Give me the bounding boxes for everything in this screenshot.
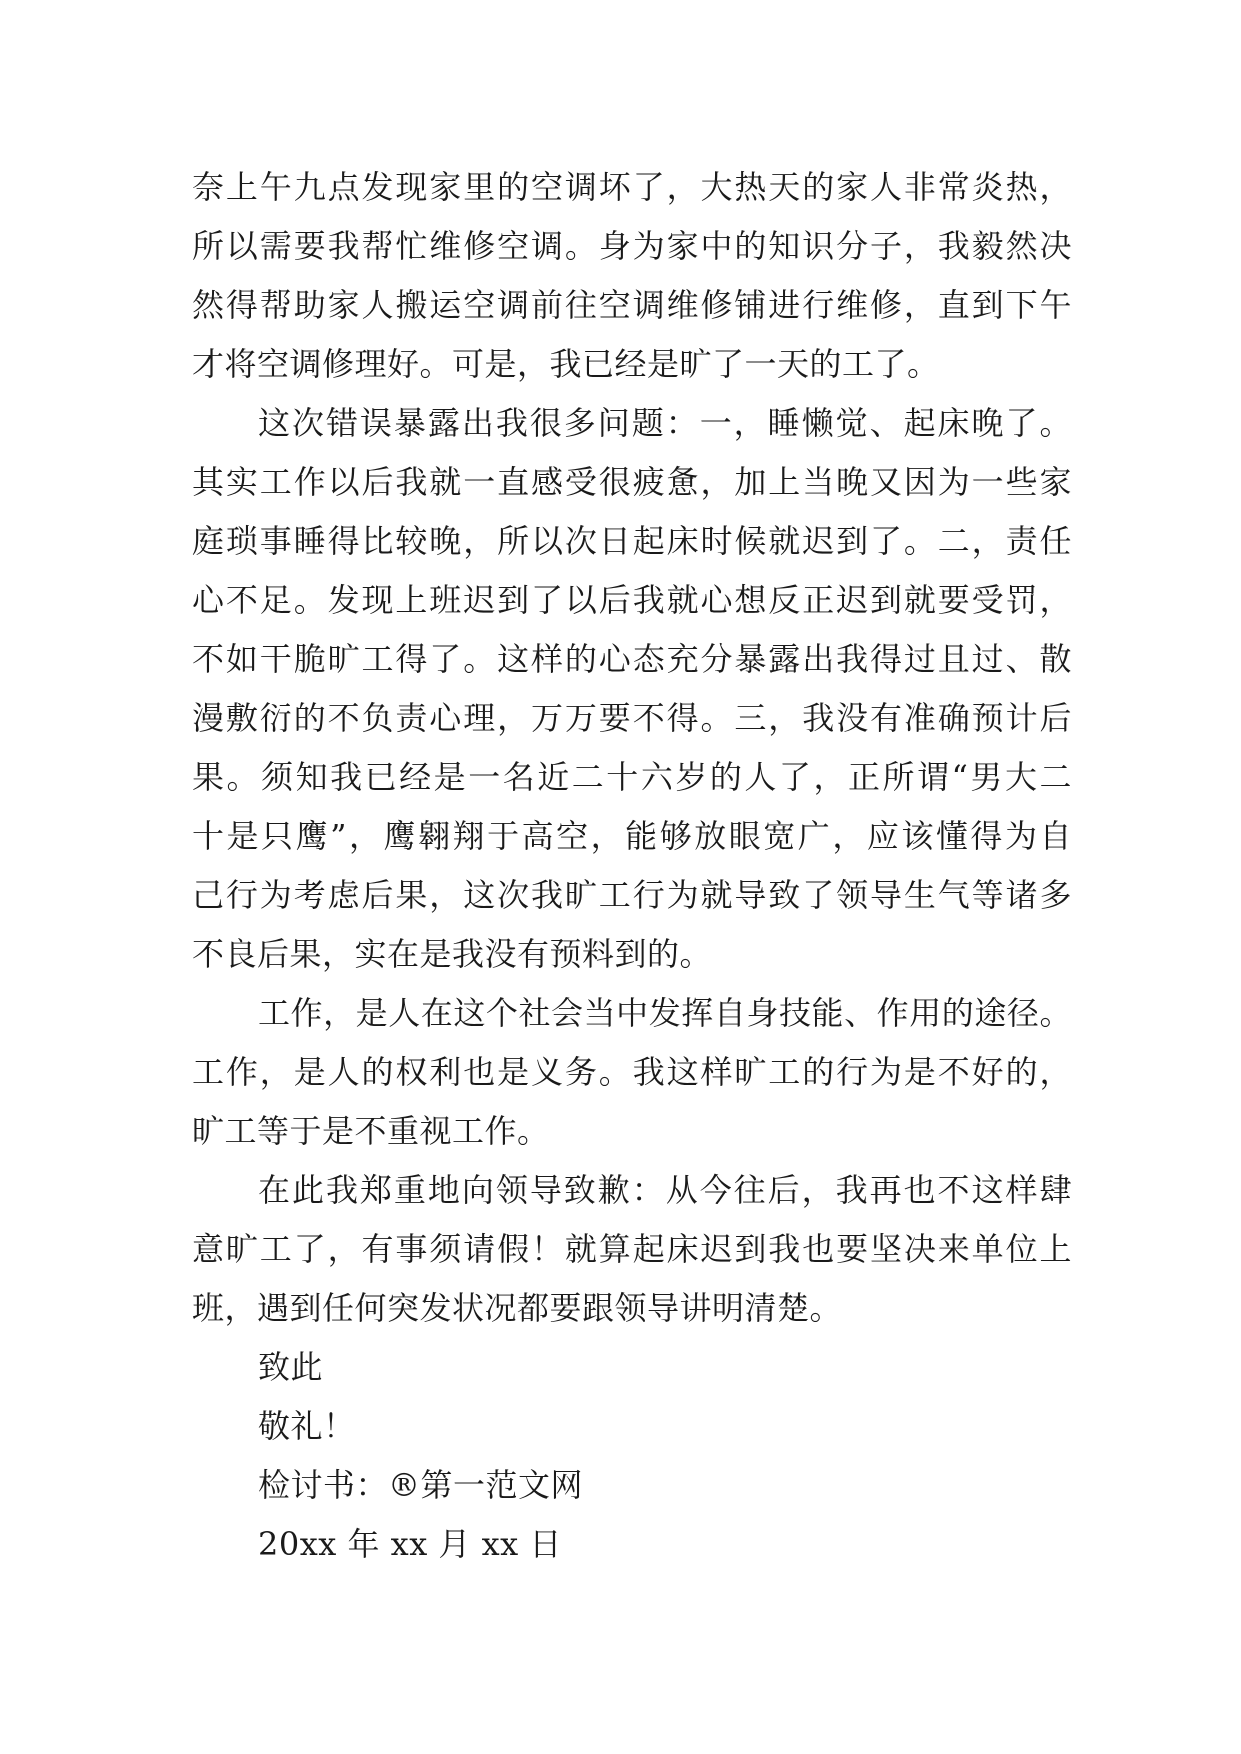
text-line: [192, 512, 1072, 571]
text-line-content: 不如干脆旷工得了。这样的心态充分暴露出我得过且过、散: [192, 640, 1072, 678]
text-line: [192, 1515, 1072, 1574]
text-line: [192, 453, 1072, 512]
text-line: [192, 1043, 1072, 1102]
text-line-content: 心不足。发现上班迟到了以后我就心想反正迟到就要受罚，: [192, 581, 1072, 619]
text-line-content: 所以需要我帮忙维修空调。身为家中的知识分子，我毅然决: [192, 227, 1072, 265]
text-line-content: 奈上午九点发现家里的空调坏了，大热天的家人非常炎热，: [192, 168, 1072, 206]
text-line: [192, 394, 1072, 453]
text-line: [192, 925, 1072, 984]
text-line-content: 己行为考虑后果，这次我旷工行为就导致了领导生气等诸多: [192, 876, 1072, 914]
text-line-content: 才将空调修理好。可是，我已经是旷了一天的工了。: [192, 345, 940, 383]
text-line-content: 不良后果，实在是我没有预料到的。: [192, 935, 713, 973]
text-line-content: 意旷工了，有事须请假！就算起床迟到我也要坚决来单位上: [192, 1230, 1072, 1268]
text-line-content: 这次错误暴露出我很多问题：一，睡懒觉、起床晚了。: [258, 404, 1072, 442]
text-line: [192, 217, 1072, 276]
text-line: [192, 1279, 1072, 1338]
document-body: [192, 158, 1072, 1574]
text-line-content: 然得帮助家人搬运空调前往空调维修铺进行维修，直到下午: [192, 286, 1072, 324]
text-line: [192, 1102, 1072, 1161]
text-line: [192, 1161, 1072, 1220]
text-line-content: 旷工等于是不重视工作。: [192, 1112, 550, 1150]
text-line: [192, 158, 1072, 217]
text-line: [192, 1397, 1072, 1456]
text-line-content: 班，遇到任何突发状况都要跟领导讲明清楚。: [192, 1289, 843, 1327]
text-line: [192, 984, 1072, 1043]
text-line: [192, 335, 1072, 394]
text-line-content: 工作，是人的权利也是义务。我这样旷工的行为是不好的，: [192, 1053, 1072, 1091]
text-line: [192, 689, 1072, 748]
text-line-content: 20xx 年 xx 月 xx 日: [258, 1525, 562, 1563]
text-line-content: 敬礼！: [258, 1407, 356, 1445]
text-line-content: 其实工作以后我就一直感受很疲惫，加上当晚又因为一些家: [192, 463, 1072, 501]
text-line-content: 果。须知我已经是一名近二十六岁的人了，正所谓“男大二: [192, 758, 1072, 796]
text-line: [192, 571, 1072, 630]
text-line: [192, 1220, 1072, 1279]
text-line-content: 检讨书：®第一范文网: [258, 1466, 584, 1504]
text-line-content: 在此我郑重地向领导致歉：从今往后，我再也不这样肆: [258, 1171, 1072, 1209]
text-line: [192, 748, 1072, 807]
text-line: [192, 807, 1072, 866]
text-line-content: 工作，是人在这个社会当中发挥自身技能、作用的途径。: [258, 994, 1072, 1032]
text-line: [192, 1338, 1072, 1397]
text-line-content: 十是只鹰”，鹰翱翔于高空，能够放眼宽广，应该懂得为自: [192, 817, 1072, 855]
text-line: [192, 276, 1072, 335]
text-line-content: 庭琐事睡得比较晚，所以次日起床时候就迟到了。二，责任: [192, 522, 1072, 560]
text-line-content: 致此: [258, 1348, 324, 1386]
text-line: [192, 1456, 1072, 1515]
text-line-content: 漫敷衍的不负责心理，万万要不得。三，我没有准确预计后: [192, 699, 1072, 737]
text-line: [192, 866, 1072, 925]
text-line: [192, 630, 1072, 689]
